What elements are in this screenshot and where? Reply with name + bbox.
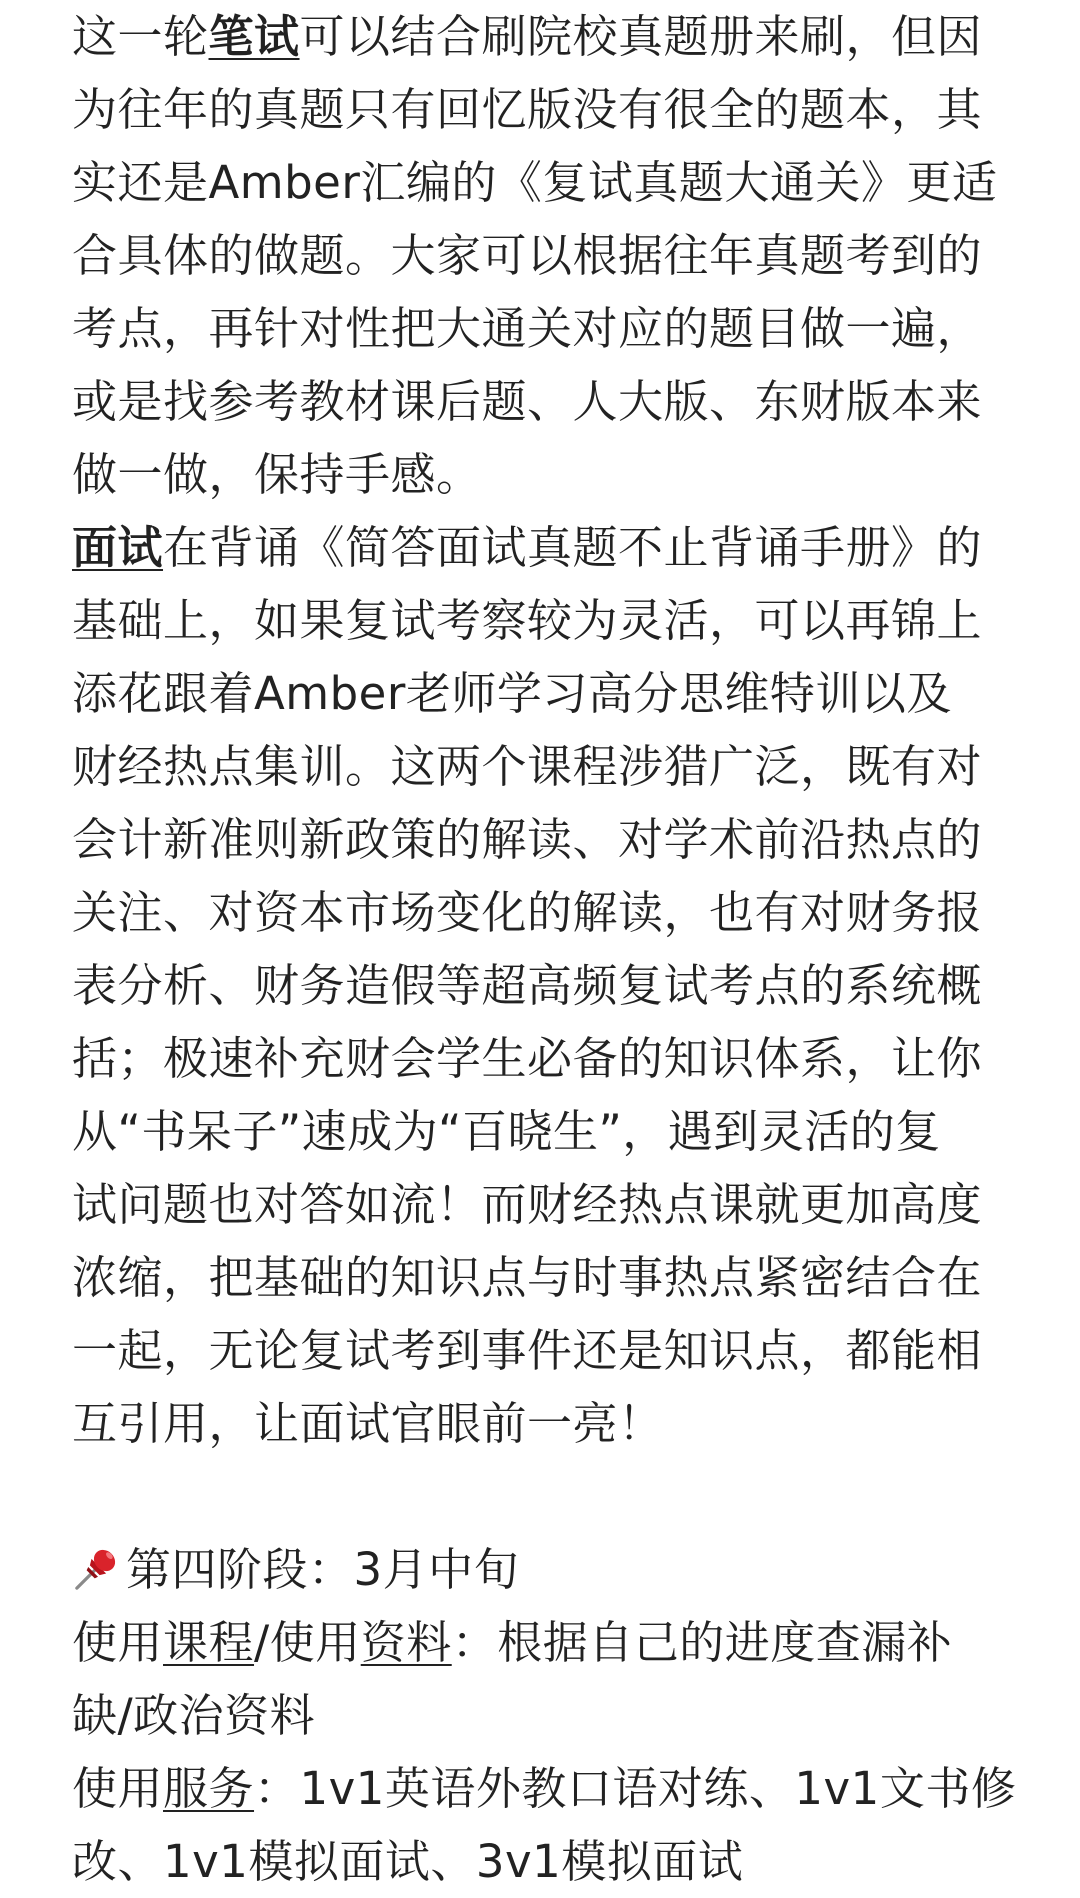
keyword-interview: 面试 bbox=[72, 521, 164, 574]
text-span: ：1v1英语外教口语对练、1v1文书修 bbox=[254, 1762, 1017, 1815]
text-span: /使用 bbox=[254, 1616, 361, 1669]
text-line: 添花跟着Amber老师学习高分思维特训以及 bbox=[72, 667, 952, 720]
paragraph-interview bbox=[72, 511, 1020, 1460]
stage4-heading bbox=[72, 1533, 1020, 1606]
paragraph-written-exam bbox=[72, 0, 1020, 511]
text-line: 会计新准则新政策的解读、对学术前沿热点的 bbox=[72, 813, 983, 866]
text-line: 试问题也对答如流！而财经热点课就更加高度 bbox=[72, 1178, 983, 1231]
text-line bbox=[72, 1606, 1020, 1679]
text-line: 缺/政治资料 bbox=[72, 1689, 316, 1742]
text-line: 财经热点集训。这两个课程涉猎广泛，既有对 bbox=[72, 740, 983, 793]
text-line: 或是找参考教材课后题、人大版、东财版本来 bbox=[72, 375, 983, 428]
text-line: 从“书呆子”速成为“百晓生”，遇到灵活的复 bbox=[72, 1105, 941, 1158]
stage4-heading-text: 第四阶段：3月中旬 bbox=[126, 1543, 520, 1596]
text-span: ：根据自己的进度查漏补 bbox=[451, 1616, 953, 1669]
article-body bbox=[72, 0, 1020, 1898]
text-line: 基础上，如果复试考察较为灵活，可以再锦上 bbox=[72, 594, 983, 647]
text-line: 表分析、财务造假等超高频复试考点的系统概 bbox=[72, 959, 983, 1012]
text-line: 括；极速补充财会学生必备的知识体系，让你 bbox=[72, 1032, 983, 1085]
text-span: 可以结合刷院校真题册来刷，但因 bbox=[299, 10, 983, 63]
text-line bbox=[72, 0, 1020, 73]
text-span: 使用 bbox=[72, 1762, 164, 1815]
keyword-material: 资料 bbox=[360, 1616, 452, 1669]
stage4-section bbox=[72, 1533, 1020, 1898]
text-line: 关注、对资本市场变化的解读，也有对财务报 bbox=[72, 886, 983, 939]
text-line: 改、1v1模拟面试、3v1模拟面试 bbox=[72, 1835, 744, 1888]
text-line: 互引用，让面试官眼前一亮！ bbox=[72, 1397, 664, 1450]
text-span: 在背诵《简答面试真题不止背诵手册》的 bbox=[163, 521, 983, 574]
text-line: 一起，无论复试考到事件还是知识点，都能相 bbox=[72, 1324, 983, 1377]
keyword-course: 课程 bbox=[163, 1616, 255, 1669]
text-line: 实还是Amber汇编的《复试真题大通关》更适 bbox=[72, 156, 998, 209]
text-line: 浓缩，把基础的知识点与时事热点紧密结合在 bbox=[72, 1251, 983, 1304]
keyword-service: 服务 bbox=[163, 1762, 255, 1815]
text-span: 使用 bbox=[72, 1616, 164, 1669]
text-span: 这一轮 bbox=[72, 10, 209, 63]
text-line bbox=[72, 511, 1020, 584]
text-line bbox=[72, 1752, 1020, 1825]
pushpin-icon bbox=[72, 1541, 124, 1593]
text-line: 合具体的做题。大家可以根据往年真题考到的 bbox=[72, 229, 983, 282]
blank-line bbox=[72, 1460, 1020, 1533]
text-line: 考点，再针对性把大通关对应的题目做一遍， bbox=[72, 302, 983, 355]
keyword-written-exam: 笔试 bbox=[208, 10, 300, 63]
text-line: 做一做，保持手感。 bbox=[72, 448, 482, 501]
text-line: 为往年的真题只有回忆版没有很全的题本，其 bbox=[72, 83, 983, 136]
